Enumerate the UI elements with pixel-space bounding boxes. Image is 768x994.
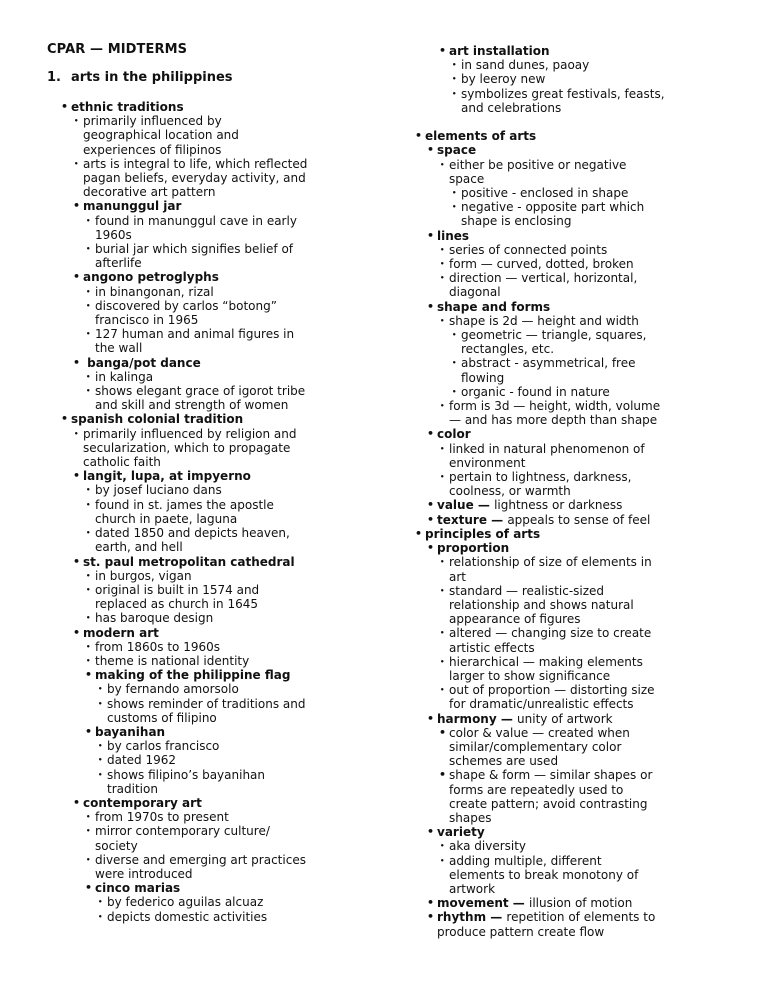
item-text: standard — realistic-sized relationship and shows natural appearance of figures <box>449 583 634 627</box>
list-heading <box>354 498 665 512</box>
section-heading-text: arts in the philippines <box>71 70 233 85</box>
item-heading-text: proportion <box>437 541 510 556</box>
bullet-icon: • <box>61 412 69 426</box>
list-item <box>354 72 665 86</box>
bullet-icon: • <box>440 629 445 638</box>
list-heading <box>354 896 665 910</box>
list-heading <box>0 668 307 682</box>
item-heading-text: langit, lupa, at impyerno <box>83 469 251 484</box>
item-text: in binangonan, rizal <box>95 284 214 299</box>
bullet-icon: • <box>427 498 435 512</box>
bullet-icon: • <box>452 189 457 198</box>
list-item <box>0 583 307 611</box>
list-item <box>0 299 307 327</box>
item-text: in kalinga <box>95 369 154 384</box>
list-heading <box>0 100 307 114</box>
item-heading-text: banga/pot dance <box>83 355 201 370</box>
item-heading-text: st. paul metropolitan cathedral <box>83 554 295 569</box>
bullet-icon: • <box>86 216 91 225</box>
item-text: out of proportion — distorting size for dramatic/unrealistic effects <box>449 683 655 712</box>
bullet-icon: • <box>86 614 91 623</box>
bullet-icon: • <box>86 330 91 339</box>
item-heading-text: modern art <box>83 625 159 640</box>
list-item <box>354 58 665 72</box>
section-number: 1. <box>47 70 61 85</box>
item-text: discovered by carlos “botong” francisco in 1965 <box>95 298 277 328</box>
list-item <box>354 314 665 328</box>
list-heading <box>0 555 307 569</box>
list-item <box>0 327 307 355</box>
item-text: positive - enclosed in shape <box>461 186 629 201</box>
list-item <box>354 158 665 186</box>
item-text: primarily influenced by geographical location and experiences of filipinos <box>83 114 239 157</box>
bullet-icon: • <box>427 711 435 725</box>
list-heading <box>354 825 665 839</box>
list-item <box>354 399 665 427</box>
bullet-icon: • <box>86 245 91 254</box>
bullet-icon: • <box>427 541 435 555</box>
list-item <box>354 243 665 257</box>
item-heading-text: contemporary art <box>83 795 202 810</box>
list-heading <box>354 527 665 541</box>
item-text: lightness or darkness <box>494 498 623 513</box>
item-text: negative - opposite part which shape is enclosing <box>461 200 645 229</box>
item-text: shape is 2d — height and width <box>449 313 639 328</box>
item-text: series of connected points <box>449 242 608 257</box>
list-heading <box>0 725 307 739</box>
list-item <box>0 611 307 625</box>
item-text: illusion of motion <box>529 896 633 911</box>
bullet-icon: • <box>440 586 445 595</box>
list-heading <box>354 910 665 938</box>
item-text: altered — changing size to create artistic effects <box>449 626 652 655</box>
bullet-icon: • <box>86 813 91 822</box>
bullet-icon: • <box>73 795 81 809</box>
list-item <box>0 114 307 157</box>
bullet-icon: • <box>98 685 103 694</box>
bullet-icon: • <box>440 842 445 851</box>
list-item <box>0 682 307 696</box>
item-text: by leeroy new <box>461 72 546 87</box>
bullet-icon: • <box>440 473 445 482</box>
bullet-icon: • <box>440 245 445 254</box>
bullet-icon: • <box>415 129 423 143</box>
bullet-icon: • <box>73 625 81 639</box>
bullet-icon: • <box>73 469 81 483</box>
item-text: original is built in 1574 and replaced as church in 1645 <box>95 582 260 612</box>
bullet-icon: • <box>85 724 93 738</box>
list-item <box>354 200 665 228</box>
item-text: theme is national identity <box>95 653 250 668</box>
bullet-icon: • <box>74 117 79 126</box>
bullet-icon: • <box>452 75 457 84</box>
item-heading-text: movement — <box>437 896 529 911</box>
item-text: diverse and emerging art practices were introduced <box>95 852 306 881</box>
list-item <box>354 768 665 825</box>
item-text: form — curved, dotted, broken <box>449 257 634 272</box>
list-item <box>0 370 307 384</box>
bullet-icon: • <box>452 331 457 340</box>
item-text: color & value — created when similar/complementary color schemes are used <box>449 725 630 769</box>
bullet-icon: • <box>427 910 435 924</box>
item-text: primarily influenced by religion and secularization, which to propagate catholic faith <box>83 426 297 470</box>
item-text: from 1970s to present <box>95 810 229 825</box>
list-item <box>0 498 307 526</box>
bullet-icon: • <box>86 656 91 665</box>
item-text: by fernando amorsolo <box>107 682 239 697</box>
item-text: shape & form — similar shapes or forms are repeatedly used to create pattern; avoid contrasting shapes <box>449 768 653 825</box>
list-item <box>0 640 307 654</box>
list-item <box>0 768 307 796</box>
list-item <box>0 526 307 554</box>
item-text: linked in natural phenomenon of environment <box>449 441 645 470</box>
list-heading <box>354 513 665 527</box>
bullet-icon: • <box>427 512 435 526</box>
list-item <box>0 214 307 242</box>
bullet-icon: • <box>73 355 81 369</box>
bullet-icon: • <box>440 260 445 269</box>
list-heading <box>354 712 665 726</box>
item-heading-text: lines <box>437 228 470 243</box>
spacer <box>354 115 665 129</box>
list-heading <box>354 143 665 157</box>
item-heading-text: principles of arts <box>425 526 541 541</box>
bullet-icon: • <box>427 896 435 910</box>
list-item <box>0 739 307 753</box>
item-text: has baroque design <box>95 611 214 626</box>
list-item <box>354 683 665 711</box>
bullet-icon: • <box>74 429 79 438</box>
item-heading-text: ethnic traditions <box>71 100 184 114</box>
item-heading-text: variety <box>437 825 485 840</box>
bullet-icon: • <box>85 881 93 895</box>
list-heading <box>0 881 307 895</box>
list-item <box>354 257 665 271</box>
bullet-icon: • <box>427 228 435 242</box>
item-heading-text: making of the philippine flag <box>95 668 291 683</box>
right-column <box>354 44 665 939</box>
item-text: repetition of elements to produce pattern create flow <box>437 910 656 939</box>
list-item <box>0 157 307 200</box>
item-heading-text: harmony — <box>437 711 518 726</box>
list-item <box>354 470 665 498</box>
left-column <box>0 100 307 924</box>
list-item <box>0 753 307 767</box>
bullet-icon: • <box>440 657 445 666</box>
bullet-icon: • <box>98 770 103 779</box>
bullet-icon: • <box>86 855 91 864</box>
bullet-icon: • <box>86 486 91 495</box>
item-text: by carlos francisco <box>107 739 220 754</box>
bullet-icon: • <box>98 742 103 751</box>
bullet-icon: • <box>440 686 445 695</box>
list-item <box>0 242 307 270</box>
bullet-icon: • <box>61 100 69 113</box>
list-heading <box>0 270 307 284</box>
item-text: abstract - asymmetrical, free flowing <box>461 356 636 385</box>
list-item <box>0 427 307 470</box>
item-text: in sand dunes, paoay <box>461 58 590 73</box>
bullet-icon: • <box>98 699 103 708</box>
item-text: either be positive or negative space <box>449 157 627 186</box>
item-heading-text: space <box>437 143 477 158</box>
bullet-icon: • <box>440 160 445 169</box>
bullet-icon: • <box>427 143 435 157</box>
bullet-icon: • <box>440 316 445 325</box>
bullet-icon: • <box>73 270 81 284</box>
bullet-icon: • <box>452 387 457 396</box>
list-item <box>354 626 665 654</box>
item-text: adding multiple, different elements to break monotony of artwork <box>449 853 639 896</box>
bullet-icon: • <box>86 287 91 296</box>
item-text: shows reminder of traditions and customs of filipino <box>107 696 306 725</box>
item-heading-text: manunggul jar <box>83 199 182 214</box>
item-text: arts is integral to life, which reflected pagan beliefs, everyday activity, and decorative art pattern <box>83 156 308 200</box>
bullet-icon: • <box>440 444 445 453</box>
list-heading <box>0 469 307 483</box>
bullet-icon: • <box>439 44 447 57</box>
bullet-icon: • <box>439 768 447 782</box>
item-heading-text: color <box>437 427 471 442</box>
list-item <box>354 356 665 384</box>
item-text: depicts domestic activities <box>107 909 268 924</box>
item-text: dated 1850 and depicts heaven, earth, and hell <box>95 526 290 555</box>
item-text: appeals to sense of feel <box>507 512 651 527</box>
item-text: organic - found in nature <box>461 384 610 399</box>
bullet-icon: • <box>86 529 91 538</box>
list-item <box>0 654 307 668</box>
list-item <box>354 442 665 470</box>
list-heading <box>0 412 307 426</box>
list-item <box>354 555 665 583</box>
item-heading-text: value — <box>437 498 495 513</box>
bullet-icon: • <box>440 558 445 567</box>
list-heading <box>354 229 665 243</box>
item-text: aka diversity <box>449 839 527 854</box>
item-text: unity of artwork <box>517 711 613 726</box>
list-item <box>354 328 665 356</box>
item-heading-text: bayanihan <box>95 724 166 739</box>
bullet-icon: • <box>452 359 457 368</box>
item-heading-text: elements of arts <box>425 129 537 144</box>
item-text: shows elegant grace of igorot tribe and skill and strength of women <box>95 384 306 413</box>
bullet-icon: • <box>440 274 445 283</box>
list-heading <box>354 44 665 58</box>
item-text: relationship of size of elements in art <box>449 555 652 584</box>
document-title: CPAR — MIDTERMS <box>47 42 188 57</box>
item-text: direction — vertical, horizontal, diagonal <box>449 271 638 300</box>
item-text: pertain to lightness, darkness, coolness, or warmth <box>449 470 632 499</box>
bullet-icon: • <box>452 61 457 70</box>
list-heading <box>0 199 307 213</box>
bullet-icon: • <box>439 725 447 739</box>
list-item <box>354 186 665 200</box>
bullet-icon: • <box>86 642 91 651</box>
item-heading-text: angono petroglyphs <box>83 270 219 285</box>
item-text: from 1860s to 1960s <box>95 639 220 654</box>
bullet-icon: • <box>415 526 423 540</box>
item-heading-text: shape and forms <box>437 299 551 314</box>
bullet-icon: • <box>98 756 103 765</box>
list-heading <box>354 541 665 555</box>
list-item <box>0 483 307 497</box>
list-heading <box>354 300 665 314</box>
bullet-icon: • <box>86 301 91 310</box>
item-text: form is 3d — height, width, volume — and has more depth than shape <box>449 399 661 428</box>
bullet-icon: • <box>440 856 445 865</box>
item-text: by josef luciano dans <box>95 483 222 498</box>
item-heading-text: art installation <box>449 44 550 58</box>
list-item <box>354 726 665 769</box>
bullet-icon: • <box>86 387 91 396</box>
list-heading <box>354 129 665 143</box>
list-item <box>0 910 307 924</box>
bullet-icon: • <box>98 912 103 921</box>
bullet-icon: • <box>73 554 81 568</box>
bullet-icon: • <box>427 825 435 839</box>
item-heading-text: rhythm — <box>437 910 507 925</box>
bullet-icon: • <box>86 827 91 836</box>
item-text: burial jar which signifies belief of afterlife <box>95 242 294 271</box>
item-heading-text: texture — <box>437 512 508 527</box>
list-item <box>0 285 307 299</box>
bullet-icon: • <box>98 898 103 907</box>
list-item <box>0 569 307 583</box>
bullet-icon: • <box>86 571 91 580</box>
list-heading <box>0 796 307 810</box>
list-item <box>0 824 307 852</box>
bullet-icon: • <box>452 203 457 212</box>
item-heading-text: spanish colonial tradition <box>71 412 244 427</box>
list-item <box>0 853 307 881</box>
bullet-icon: • <box>452 89 457 98</box>
list-heading <box>354 427 665 441</box>
item-text: found in manunggul cave in early 1960s <box>95 213 297 242</box>
item-text: dated 1962 <box>107 753 177 768</box>
bullet-icon: • <box>74 159 79 168</box>
bullet-icon: • <box>86 500 91 509</box>
item-text: geometric — triangle, squares, rectangles, etc. <box>461 328 647 357</box>
list-item <box>354 839 665 853</box>
list-item <box>0 384 307 412</box>
bullet-icon: • <box>85 668 93 682</box>
item-heading-text: cinco marias <box>95 881 181 896</box>
bullet-icon: • <box>86 585 91 594</box>
list-item <box>354 385 665 399</box>
item-text: mirror contemporary culture/ society <box>95 824 270 853</box>
item-text: hierarchical — making elements larger to show significance <box>449 654 643 683</box>
list-heading <box>0 626 307 640</box>
bullet-icon: • <box>86 372 91 381</box>
section-heading <box>47 70 233 85</box>
list-item <box>354 854 665 897</box>
list-item <box>0 810 307 824</box>
item-text: 127 human and animal figures in the wall <box>95 327 295 356</box>
list-item <box>0 895 307 909</box>
bullet-icon: • <box>440 402 445 411</box>
item-text: by federico aguilas alcuaz <box>107 895 264 910</box>
item-text: found in st. james the apostle church in paete, laguna <box>95 497 274 526</box>
bullet-icon: • <box>427 299 435 313</box>
list-item <box>0 697 307 725</box>
item-text: in burgos, vigan <box>95 568 192 583</box>
bullet-icon: • <box>73 199 81 213</box>
item-text: symbolizes great festivals, feasts, and celebrations <box>461 86 665 115</box>
list-item <box>354 655 665 683</box>
list-item <box>354 584 665 627</box>
list-item <box>354 271 665 299</box>
list-heading <box>0 356 307 370</box>
item-text: shows filipino’s bayanihan tradition <box>107 767 266 796</box>
list-item <box>354 87 665 115</box>
bullet-icon: • <box>427 427 435 441</box>
